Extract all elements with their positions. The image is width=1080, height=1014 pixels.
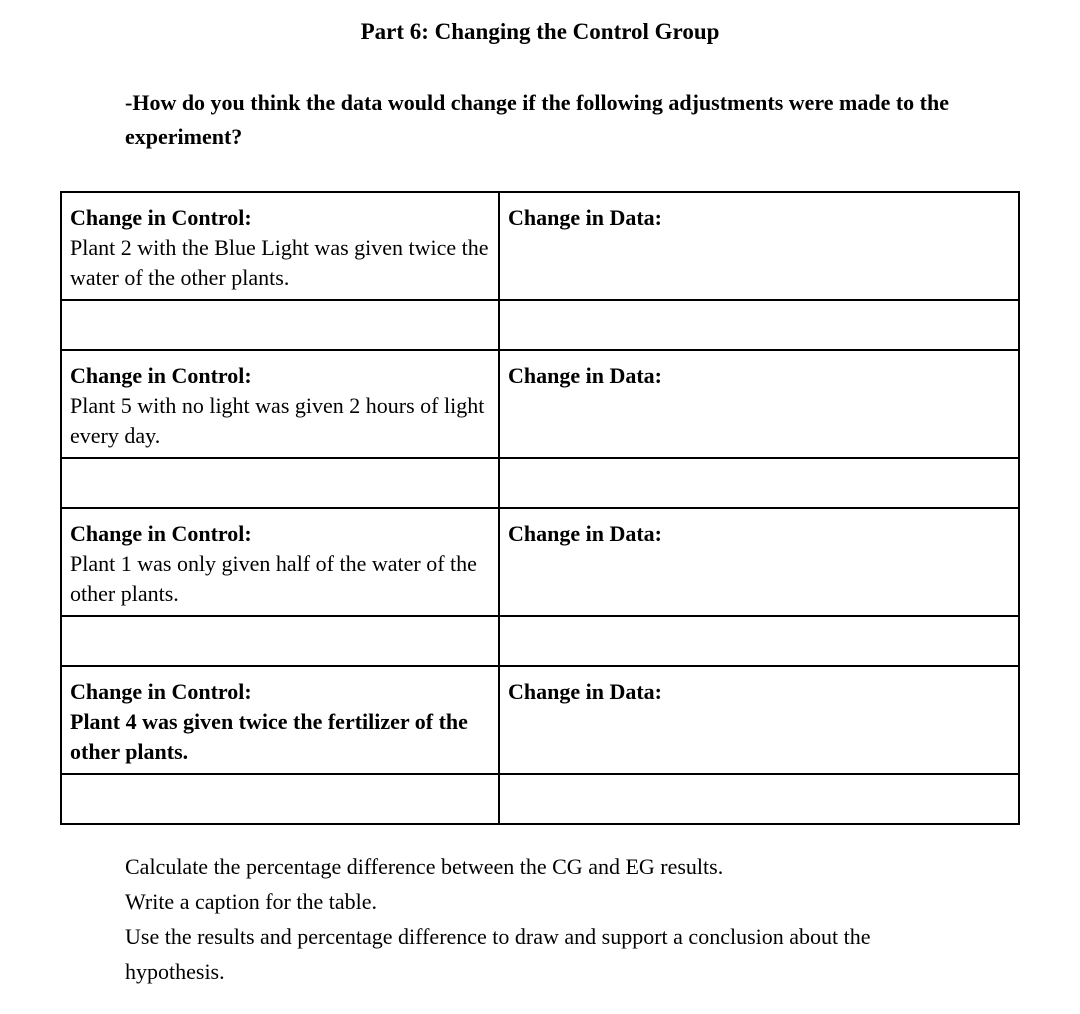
blank-cell[interactable] [61,774,499,824]
data-cell[interactable] [499,666,1019,774]
table-row [61,666,1019,774]
blank-cell[interactable] [61,458,499,508]
control-label: Change in Control: [70,521,252,546]
control-label: Change in Control: [70,679,252,704]
task-line: Write a caption for the table. [125,889,378,914]
blank-cell[interactable] [499,616,1019,666]
control-description: Plant 5 with no light was given 2 hours of light every day. [70,393,485,448]
data-label: Change in Data: [508,363,663,388]
data-cell[interactable] [499,350,1019,458]
control-cell [61,508,499,616]
data-label: Change in Data: [508,521,663,546]
table-row [61,192,1019,300]
blank-cell[interactable] [499,458,1019,508]
blank-cell[interactable] [499,300,1019,350]
blank-cell[interactable] [61,300,499,350]
data-cell[interactable] [499,508,1019,616]
table-row-blank [61,300,1019,350]
control-cell [61,666,499,774]
task-line: Calculate the percentage difference between the CG and EG results. [125,854,724,879]
page-title: Part 6: Changing the Control Group [360,19,720,44]
control-description: Plant 1 was only given half of the water of the other plants. [70,551,477,606]
table-row-blank [61,616,1019,666]
table-row [61,508,1019,616]
control-change-table [60,191,1020,825]
table-row-blank [61,458,1019,508]
control-cell [61,192,499,300]
control-cell [61,350,499,458]
blank-cell[interactable] [61,616,499,666]
task-instructions [125,849,955,989]
task-line: Use the results and percentage difference to draw and support a conclusion about the hypothesis. [125,924,871,984]
table-row [61,350,1019,458]
table-row-blank [61,774,1019,824]
data-label: Change in Data: [508,205,663,230]
question-prompt: -How do you think the data would change if the following adjustments were made to the experiment? [125,90,950,149]
control-description: Plant 2 with the Blue Light was given twice the water of the other plants. [70,235,489,290]
control-label: Change in Control: [70,363,252,388]
blank-cell[interactable] [499,774,1019,824]
control-label: Change in Control: [70,205,252,230]
data-label: Change in Data: [508,679,663,704]
control-description: Plant 4 was given twice the fertilizer of the other plants. [70,709,468,764]
data-cell[interactable] [499,192,1019,300]
